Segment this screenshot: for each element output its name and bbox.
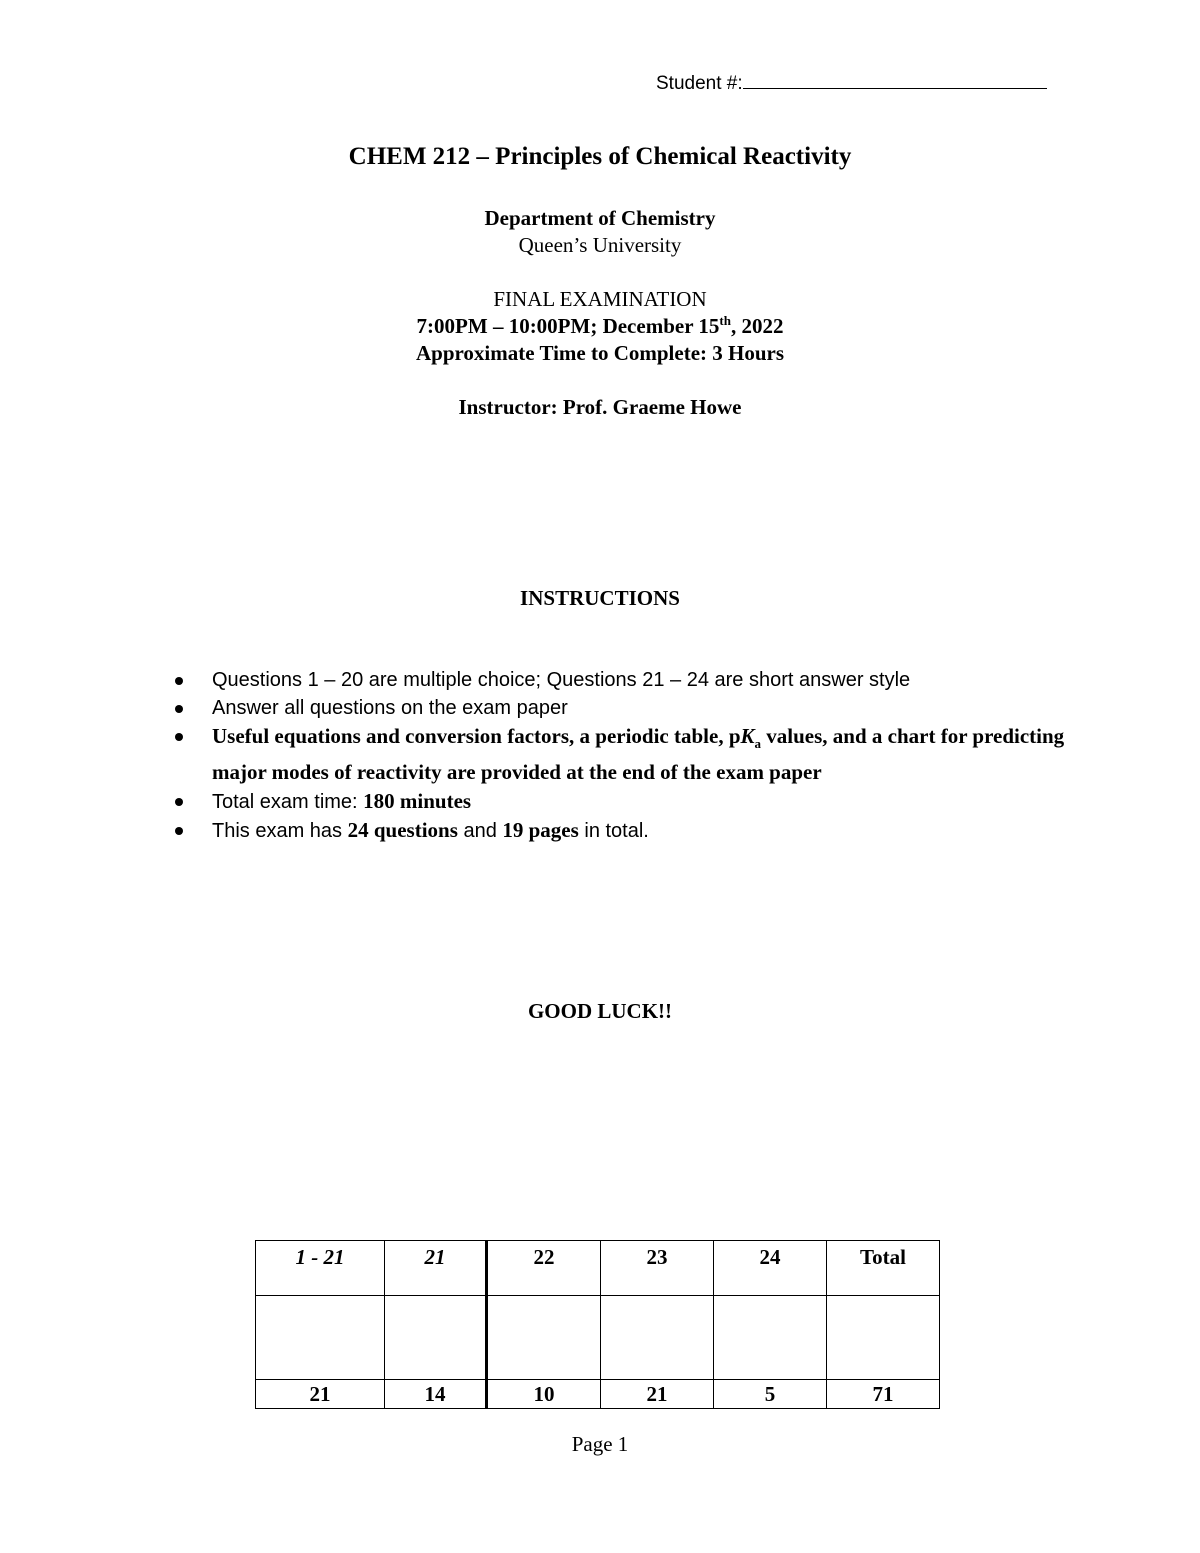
instruction-item: Answer all questions on the exam paper — [175, 694, 1075, 722]
student-number-blank[interactable] — [743, 72, 1047, 89]
exam-type: FINAL EXAMINATION — [493, 287, 707, 311]
score-points-cell: 14 — [385, 1380, 487, 1409]
score-header-cell: 1 - 21 — [256, 1241, 385, 1296]
score-entry-cell — [714, 1296, 827, 1380]
score-entry-cell — [601, 1296, 714, 1380]
instructions-heading: INSTRUCTIONS — [520, 586, 680, 610]
bullet-icon — [175, 798, 183, 806]
score-entry-row — [256, 1296, 940, 1380]
department: Department of Chemistry — [484, 206, 716, 230]
instruction-item: This exam has 24 questions and 19 pages in total. — [175, 816, 1075, 845]
score-header-row — [256, 1241, 940, 1296]
bullet-icon — [175, 705, 183, 713]
page-number: Page 1 — [571, 1432, 629, 1456]
score-header-cell: 21 — [385, 1241, 487, 1296]
good-luck: GOOD LUCK!! — [527, 999, 673, 1023]
score-points-cell: 10 — [487, 1380, 601, 1409]
score-points-cell: 21 — [256, 1380, 385, 1409]
score-header-cell: 22 — [487, 1241, 601, 1296]
score-header-cell: Total — [827, 1241, 940, 1296]
exam-year: , 2022 — [730, 314, 784, 338]
instruction-item: Total exam time: 180 minutes — [175, 787, 1075, 816]
score-points-cell: 21 — [601, 1380, 714, 1409]
university: Queen’s University — [518, 233, 682, 257]
score-entry-cell — [827, 1296, 940, 1380]
instructor: Instructor: Prof. Graeme Howe — [458, 395, 742, 419]
student-number-field[interactable] — [656, 72, 1047, 95]
score-entry-cell — [487, 1296, 601, 1380]
score-header-cell: 23 — [601, 1241, 714, 1296]
instruction-item: Useful equations and conversion factors, a periodic table, $pK_a$ values, and a chart for predicting major modes of reactivity are provided at the end of the exam paper — [175, 722, 1075, 787]
score-entry-cell — [385, 1296, 487, 1380]
bullet-icon — [175, 677, 183, 685]
score-points-cell: 5 — [714, 1380, 827, 1409]
instructions-list — [175, 666, 1075, 845]
score-points-cell: 71 — [827, 1380, 940, 1409]
score-entry-cell — [256, 1296, 385, 1380]
instruction-item: Questions 1 – 20 are multiple choice; Questions 21 – 24 are short answer style — [175, 666, 1075, 694]
score-header-cell: 24 — [714, 1241, 827, 1296]
approx-time: Approximate Time to Complete: 3 Hours — [415, 341, 785, 365]
course-title: CHEM 212 – Principles of Chemical Reactivity — [348, 143, 852, 170]
exam-time-text: 7:00PM – 10:00PM; December 15 — [416, 314, 720, 338]
score-points-row — [256, 1380, 940, 1409]
student-number-label: Student #: — [656, 73, 743, 94]
date-ordinal: th — [719, 313, 731, 328]
bullet-icon — [175, 733, 183, 741]
exam-time — [0, 314, 1200, 339]
score-table — [255, 1240, 940, 1409]
bullet-icon — [175, 827, 183, 835]
